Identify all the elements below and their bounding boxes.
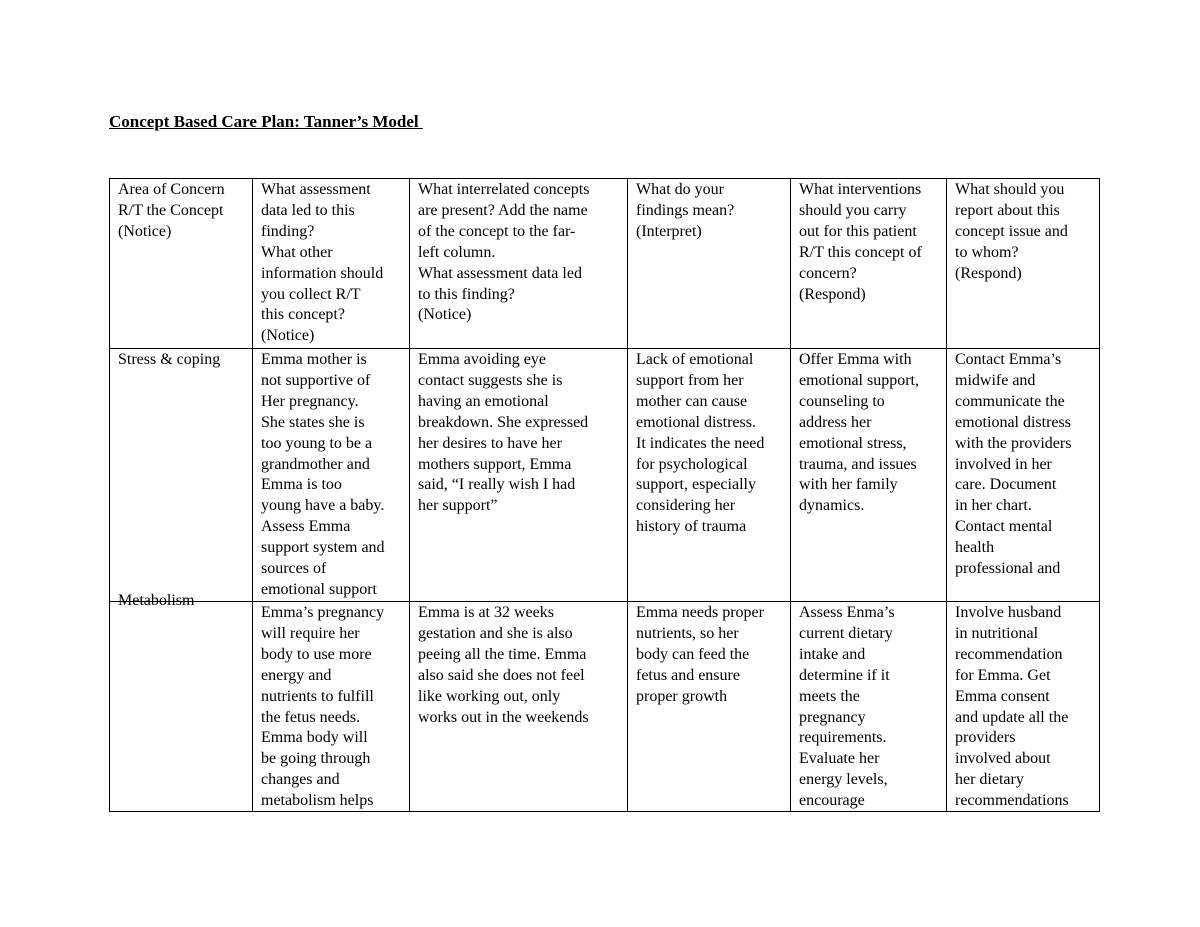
report-cell: Contact Emma’s midwife and communicate the emotional distress with the providers involved in her care. Document in her chart. Contact mental health professional and <box>947 349 1100 602</box>
table-row <box>110 602 1100 812</box>
document-title: Concept Based Care Plan: Tanner’s Model <box>109 112 423 131</box>
table-header-row <box>110 179 1100 349</box>
table-row <box>110 349 1100 602</box>
interrelated-cell: Emma is at 32 weeks gestation and she is also peeing all the time. Emma also said she does not feel like working out, only works out in the weekends <box>410 602 628 812</box>
header-cell-area-of-concern: Area of Concern R/T the Concept (Notice) <box>110 179 253 349</box>
concern-cell: Metabolism <box>110 602 253 812</box>
interpret-cell: Lack of emotional support from her mother can cause emotional distress. It indicates the need for psychological support, especially considering her history of trauma <box>628 349 791 602</box>
interventions-cell: Offer Emma with emotional support, counseling to address her emotional stress, trauma, and issues with her family dynamics. <box>791 349 947 602</box>
interpret-cell: Emma needs proper nutrients, so her body can feed the fetus and ensure proper growth <box>628 602 791 812</box>
assessment-cell: Emma’s pregnancy will require her body to use more energy and nutrients to fulfill the fetus needs. Emma body will be going through changes and metabolism helps <box>253 602 410 812</box>
interventions-cell: Assess Enma’s current dietary intake and determine if it meets the pregnancy requirements. Evaluate her energy levels, encourage <box>791 602 947 812</box>
header-cell-findings-meaning: What do your findings mean? (Interpret) <box>628 179 791 349</box>
header-cell-interrelated-concepts: What interrelated concepts are present? Add the name of the concept to the far- left column. What assessment data led to this finding? (Notice) <box>410 179 628 349</box>
concern-cell: Stress & coping <box>110 349 253 602</box>
care-plan-table <box>109 178 1100 812</box>
interrelated-cell: Emma avoiding eye contact suggests she is having an emotional breakdown. She expressed her desires to have her mothers support, Emma said, “I really wish I had her support” <box>410 349 628 602</box>
report-cell: Involve husband in nutritional recommendation for Emma. Get Emma consent and update all the providers involved about her dietary recommendations <box>947 602 1100 812</box>
header-cell-assessment-data: What assessment data led to this finding? What other information should you collect R/T this concept? (Notice) <box>253 179 410 349</box>
assessment-cell: Emma mother is not supportive of Her pregnancy. She states she is too young to be a grandmother and Emma is too young have a baby. Assess Emma support system and sources of emotional support <box>253 349 410 602</box>
header-cell-report: What should you report about this concept issue and to whom? (Respond) <box>947 179 1100 349</box>
header-cell-interventions: What interventions should you carry out for this patient R/T this concept of concern? (Respond) <box>791 179 947 349</box>
